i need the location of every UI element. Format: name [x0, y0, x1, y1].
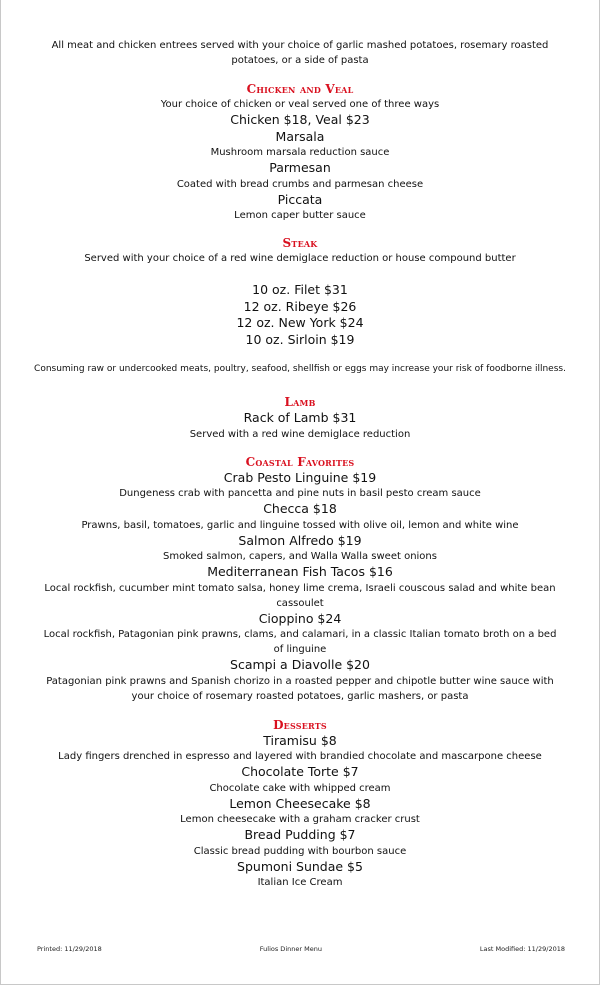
- menu-item-desc: Prawns, basil, tomatoes, garlic and linguine tossed with olive oil, lemon and white wine: [81, 519, 519, 531]
- menu-item-desc: Classic bread pudding with bourbon sauce: [193, 845, 407, 857]
- menu-item-desc: Served with a red wine demiglace reduction: [189, 428, 411, 440]
- menu-item-desc: Local rockfish, cucumber mint tomato salsa, honey lime crema, Israeli couscous salad and white bean cassoulet: [44, 582, 556, 609]
- menu-item-name: Checca $18: [263, 501, 337, 516]
- intro-text: All meat and chicken entrees served with your choice of garlic mashed potatoes, rosemary roasted potatoes, or a side of pasta: [51, 40, 549, 66]
- menu-item-desc: Smoked salmon, capers, and Walla Walla sweet onions: [163, 551, 437, 562]
- menu-item-desc: Lady fingers drenched in espresso and layered with brandied chocolate and mascarpone cheese: [58, 751, 542, 762]
- steak-item: 12 oz. Ribeye $26: [243, 298, 357, 314]
- page-footer: [37, 945, 565, 953]
- menu-item-desc: Chocolate cake with whipped cream: [209, 782, 391, 794]
- menu-item-desc: Local rockfish, Patagonian pink prawns, clams, and calamari, in a classic Italian tomato broth on a bed of linguine: [43, 629, 557, 655]
- menu-item-name: Spumoni Sundae $5: [237, 858, 363, 874]
- menu-item-name: Chocolate Torte $7: [241, 764, 359, 779]
- menu-item-name: Parmesan: [269, 160, 331, 175]
- section-title-desserts: Desserts: [273, 717, 327, 732]
- menu-item-name: Lemon Cheesecake $8: [229, 795, 371, 811]
- menu-content: [1, 38, 599, 890]
- section-title-steak: Steak: [282, 236, 318, 250]
- steak-list: [1, 282, 599, 348]
- footer-printed-date: Printed: 11/29/2018: [37, 945, 102, 953]
- menu-item-name: Salmon Alfredo $19: [238, 532, 362, 548]
- menu-item-name: Tiramisu $8: [263, 732, 337, 748]
- menu-item-name: Mediterranean Fish Tacos $16: [207, 564, 393, 579]
- section-title-chicken-veal: Chicken and Veal: [246, 82, 354, 96]
- menu-item-desc: Dungeness crab with pancetta and pine nuts in basil pesto cream sauce: [119, 488, 481, 499]
- steak-subtitle: Served with your choice of a red wine demiglace reduction or house compound butter: [84, 253, 516, 264]
- menu-item-desc: Lemon cheesecake with a graham cracker crust: [180, 814, 420, 825]
- menu-item-desc: Italian Ice Cream: [257, 877, 343, 888]
- menu-item-desc: Coated with bread crumbs and parmesan cheese: [176, 178, 424, 190]
- foodborne-disclaimer: Consuming raw or undercooked meats, poultry, seafood, shellfish or eggs may increase your risk of foodborne illness.: [34, 364, 566, 374]
- menu-item-name: Rack of Lamb $31: [243, 410, 357, 425]
- steak-item: 12 oz. New York $24: [236, 315, 364, 330]
- chicken-veal-prices: Chicken $18, Veal $23: [230, 112, 370, 127]
- steak-item: 10 oz. Filet $31: [252, 282, 348, 297]
- footer-document-title: Fulios Dinner Menu: [259, 945, 322, 953]
- menu-item-name: Crab Pesto Linguine $19: [223, 469, 377, 485]
- menu-item-desc: Lemon caper butter sauce: [234, 210, 366, 221]
- steak-item: 10 oz. Sirloin $19: [245, 331, 355, 347]
- menu-item-name: Bread Pudding $7: [244, 827, 356, 842]
- menu-item-name: Cioppino $24: [258, 610, 342, 626]
- section-title-lamb: Lamb: [284, 395, 316, 409]
- menu-item-desc: Patagonian pink prawns and Spanish chorizo in a roasted pepper and chipotle butter wine sauce with your choice of rosemary roasted potatoes, garlic mashers, or pasta: [46, 675, 554, 702]
- menu-item-name: Marsala: [275, 128, 325, 144]
- menu-item-name: Scampi a Diavolle $20: [230, 657, 370, 672]
- footer-modified-date: Last Modified: 11/29/2018: [479, 945, 565, 953]
- section-title-coastal: Coastal Favorites: [245, 454, 355, 469]
- chicken-veal-subtitle: Your choice of chicken or veal served one of three ways: [160, 99, 440, 110]
- menu-item-name: Piccata: [277, 191, 323, 207]
- menu-item-desc: Mushroom marsala reduction sauce: [210, 147, 390, 158]
